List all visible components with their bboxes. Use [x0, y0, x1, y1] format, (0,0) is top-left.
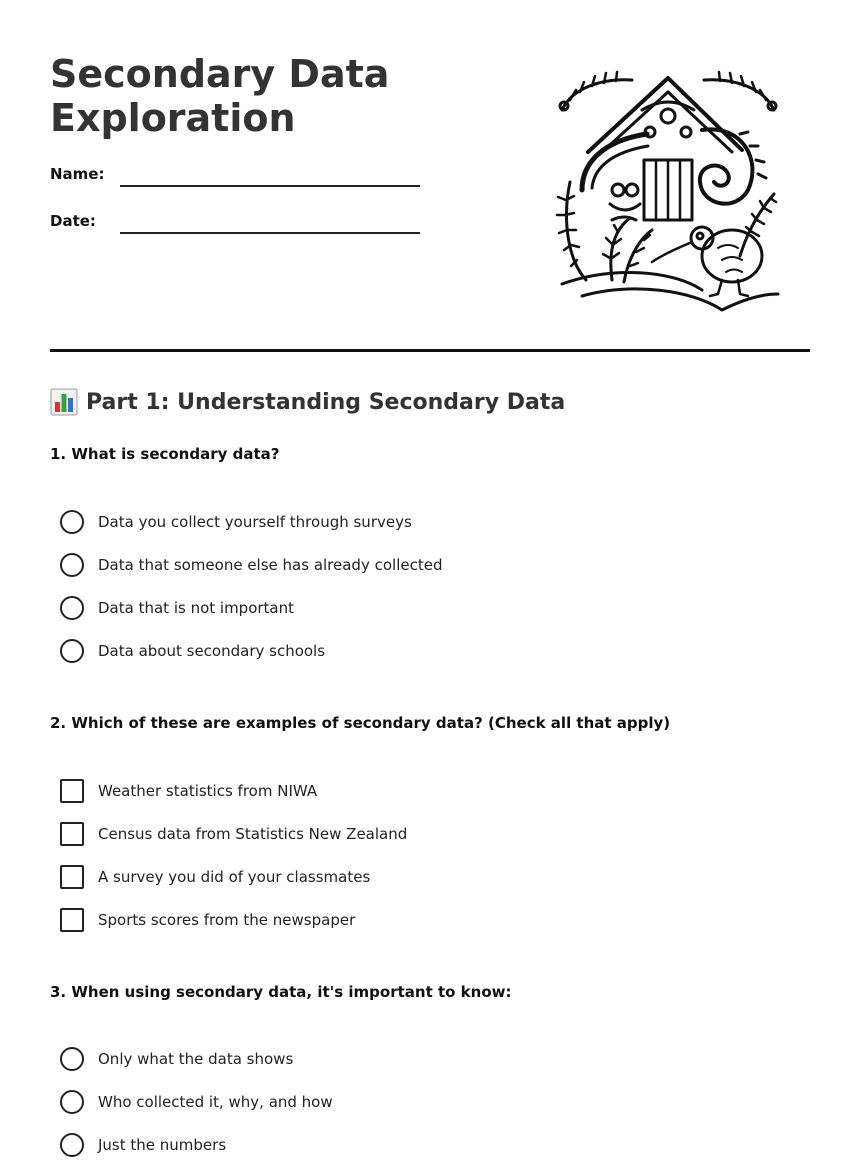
name-label: Name: [50, 165, 105, 183]
radio-button[interactable] [60, 553, 84, 577]
radio-button[interactable] [60, 1047, 84, 1071]
option-label: A survey you did of your classmates [98, 868, 371, 886]
option-label: Only what the data shows [98, 1050, 294, 1068]
q3-option-2[interactable] [60, 1089, 333, 1115]
option-label: Just the numbers [98, 1136, 227, 1154]
section-heading [50, 388, 565, 416]
option-label: Data that is not important [98, 599, 295, 617]
question-2: 2. Which of these are examples of secondary data? (Check all that apply) [50, 714, 671, 732]
date-label: Date: [50, 212, 96, 230]
q1-option-1[interactable] [60, 509, 412, 535]
date-line[interactable] [120, 232, 420, 234]
bar-chart-icon [50, 388, 78, 416]
worksheet-title: Secondary Data Exploration [50, 52, 390, 140]
checkbox[interactable] [60, 822, 84, 846]
q2-option-3[interactable] [60, 864, 370, 890]
date-field[interactable] [50, 212, 420, 242]
q1-option-3[interactable] [60, 595, 294, 621]
q2-option-2[interactable] [60, 821, 407, 847]
q2-option-1[interactable] [60, 778, 317, 804]
question-1: 1. What is secondary data? [50, 445, 280, 463]
radio-button[interactable] [60, 639, 84, 663]
option-label: Data about secondary schools [98, 642, 326, 660]
option-label: Who collected it, why, and how [98, 1093, 333, 1111]
checkbox[interactable] [60, 908, 84, 932]
header-divider [50, 349, 810, 352]
option-label: Weather statistics from NIWA [98, 782, 318, 800]
q1-option-4[interactable] [60, 638, 325, 664]
wharenui-kiwi-logo-icon [552, 70, 784, 314]
radio-button[interactable] [60, 1133, 84, 1157]
radio-button[interactable] [60, 1090, 84, 1114]
option-label: Sports scores from the newspaper [98, 911, 356, 929]
checkbox[interactable] [60, 779, 84, 803]
q1-option-2[interactable] [60, 552, 442, 578]
option-label: Data you collect yourself through surveys [98, 513, 412, 531]
checkbox[interactable] [60, 865, 84, 889]
name-field[interactable] [50, 165, 420, 195]
q2-option-4[interactable] [60, 907, 355, 933]
section-title-text: Part 1: Understanding Secondary Data [86, 389, 566, 415]
q3-option-1[interactable] [60, 1046, 293, 1072]
option-label: Census data from Statistics New Zealand [98, 825, 408, 843]
question-3: 3. When using secondary data, it's important to know: [50, 983, 512, 1001]
radio-button[interactable] [60, 596, 84, 620]
radio-button[interactable] [60, 510, 84, 534]
option-label: Data that someone else has already collected [98, 556, 443, 574]
name-line[interactable] [120, 185, 420, 187]
q3-option-3[interactable] [60, 1132, 226, 1158]
